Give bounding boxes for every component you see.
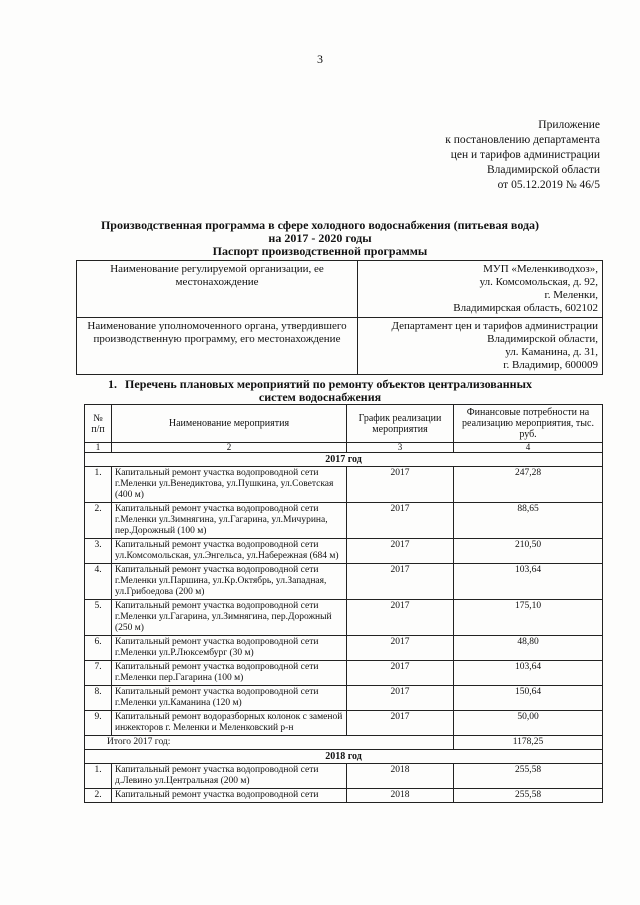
row-number: 2.: [85, 789, 112, 803]
row-name: Капитальный ремонт участка водопроводной сети: [112, 789, 347, 803]
row-year: 2018: [347, 789, 454, 803]
row-year: 2018: [347, 764, 454, 789]
row-name: Капитальный ремонт участка водопроводной сети ул.Комсомольская, ул.Энгельса, ул.Набережная (684 м): [112, 539, 347, 564]
row-name: Капитальный ремонт водоразборных колонок с заменой инжекторов г. Меленки и Меленковский р-н: [112, 711, 347, 736]
row-name: Капитальный ремонт участка водопроводной сети г.Меленки ул.Каманина (120 м): [112, 686, 347, 711]
table-row: [85, 467, 603, 503]
row-number: 1.: [85, 764, 112, 789]
table-row: [85, 503, 603, 539]
appendix-line: от 05.12.2019 № 46/5: [497, 179, 600, 191]
row-name: Капитальный ремонт участка водопроводной сети г.Меленки ул.Паршина, ул.Кр.Октябрь, ул.Западная, ул.Грибоедова (200 м): [112, 564, 347, 600]
row-number: 1.: [85, 467, 112, 503]
row-cost: 48,80: [454, 636, 603, 661]
passport-row: [77, 261, 603, 318]
table-row: [85, 686, 603, 711]
title-line: Производственная программа в сфере холодного водоснабжения (питьевая вода): [100, 218, 540, 232]
passport-value-line: ул. Каманина, д. 31,: [505, 346, 598, 358]
passport-value: [358, 318, 603, 375]
section-number: 1.: [108, 377, 118, 391]
table-row: [85, 564, 603, 600]
title-line: на 2017 - 2020 годы: [268, 231, 372, 245]
row-name: Капитальный ремонт участка водопроводной сети г.Меленки ул.Венедиктова, ул.Пушкина, ул.Советская (400 м): [112, 467, 347, 503]
table-row: [85, 789, 603, 803]
document-title: [0, 219, 640, 258]
header-cost: Финансовые потребности на реализацию мероприятия, тыс. руб.: [454, 405, 603, 443]
section-title-line: систем водоснабжения: [258, 390, 382, 404]
row-name: Капитальный ремонт участка водопроводной сети г.Меленки ул.Р.Люксембург (30 м): [112, 636, 347, 661]
total-row: [85, 736, 603, 750]
row-year: 2017: [347, 503, 454, 539]
row-cost: 103,64: [454, 564, 603, 600]
appendix-line: к постановлению департамента: [445, 134, 600, 146]
row-year: 2017: [347, 686, 454, 711]
appendix-line: Владимирской области: [486, 164, 600, 176]
row-year: 2017: [347, 600, 454, 636]
year-row: [85, 453, 603, 467]
table-row: [85, 661, 603, 686]
passport-value-line: Владимирская область, 602102: [453, 302, 598, 314]
index-cell: 3: [347, 443, 454, 453]
header-schedule: График реализации мероприятия: [347, 405, 454, 443]
row-year: 2017: [347, 539, 454, 564]
total-label: Итого 2017 год:: [85, 736, 454, 750]
appendix-line: Приложение: [538, 119, 600, 131]
row-name: Капитальный ремонт участка водопроводной сети г.Меленки ул.Зимнягина, ул.Гагарина, ул.Мичурина, пер.Дорожный (100 м): [112, 503, 347, 539]
row-cost: 88,65: [454, 503, 603, 539]
row-number: 4.: [85, 564, 112, 600]
passport-value: [358, 261, 603, 318]
section-title: [0, 378, 640, 404]
table-row: [85, 711, 603, 736]
passport-value-line: г. Меленки,: [544, 289, 598, 301]
passport-row: [77, 318, 603, 375]
passport-value-line: Владимирской области,: [487, 333, 598, 345]
index-cell: 1: [85, 443, 112, 453]
table-row: [85, 636, 603, 661]
row-cost: 175,10: [454, 600, 603, 636]
row-cost: 50,00: [454, 711, 603, 736]
table-index-row: [85, 443, 603, 453]
row-cost: 247,28: [454, 467, 603, 503]
total-value: 1178,25: [454, 736, 603, 750]
table-row: [85, 600, 603, 636]
passport-value-line: Департамент цен и тарифов администрации: [391, 320, 598, 332]
row-name: Капитальный ремонт участка водопроводной сети г.Меленки ул.Гагарина, ул.Зимнягина, пер.Дорожный (250 м): [112, 600, 347, 636]
row-number: 8.: [85, 686, 112, 711]
year-heading: 2017 год: [85, 453, 603, 467]
page-number: 3: [317, 52, 323, 66]
title-line: Паспорт производственной программы: [212, 244, 428, 258]
row-year: 2017: [347, 467, 454, 503]
row-number: 9.: [85, 711, 112, 736]
row-cost: 255,58: [454, 789, 603, 803]
row-year: 2017: [347, 564, 454, 600]
header-name: Наименование мероприятия: [112, 405, 347, 443]
table-row: [85, 764, 603, 789]
row-number: 7.: [85, 661, 112, 686]
row-number: 5.: [85, 600, 112, 636]
row-year: 2017: [347, 636, 454, 661]
appendix-block: [380, 118, 600, 193]
passport-table: [76, 260, 603, 375]
row-cost: 103,64: [454, 661, 603, 686]
index-cell: 2: [112, 443, 347, 453]
row-year: 2017: [347, 661, 454, 686]
table-header-row: [85, 405, 603, 443]
year-heading: 2018 год: [85, 750, 603, 764]
row-number: 3.: [85, 539, 112, 564]
year-row: [85, 750, 603, 764]
row-number: 2.: [85, 503, 112, 539]
row-number: 6.: [85, 636, 112, 661]
passport-value-line: МУП «Меленкиводхоз»,: [483, 263, 598, 275]
row-name: Капитальный ремонт участка водопроводной сети д.Левино ул.Центральная (200 м): [112, 764, 347, 789]
table-row: [85, 539, 603, 564]
section-title-line: Перечень плановых мероприятий по ремонту объектов централизованных: [125, 377, 532, 391]
header-num: № п/п: [85, 405, 112, 443]
row-year: 2017: [347, 711, 454, 736]
plan-table: [84, 404, 603, 803]
appendix-line: цен и тарифов администрации: [450, 149, 600, 161]
passport-label: Наименование регулируемой организации, ее местонахождение: [77, 261, 358, 318]
passport-label: Наименование уполномоченного органа, утвердившего производственную программу, его местонахождение: [77, 318, 358, 375]
passport-value-line: ул. Комсомольская, д. 92,: [479, 276, 598, 288]
row-name: Капитальный ремонт участка водопроводной сети г.Меленки пер.Гагарина (100 м): [112, 661, 347, 686]
index-cell: 4: [454, 443, 603, 453]
row-cost: 150,64: [454, 686, 603, 711]
row-cost: 210,50: [454, 539, 603, 564]
row-cost: 255,58: [454, 764, 603, 789]
passport-value-line: г. Владимир, 600009: [503, 359, 598, 371]
